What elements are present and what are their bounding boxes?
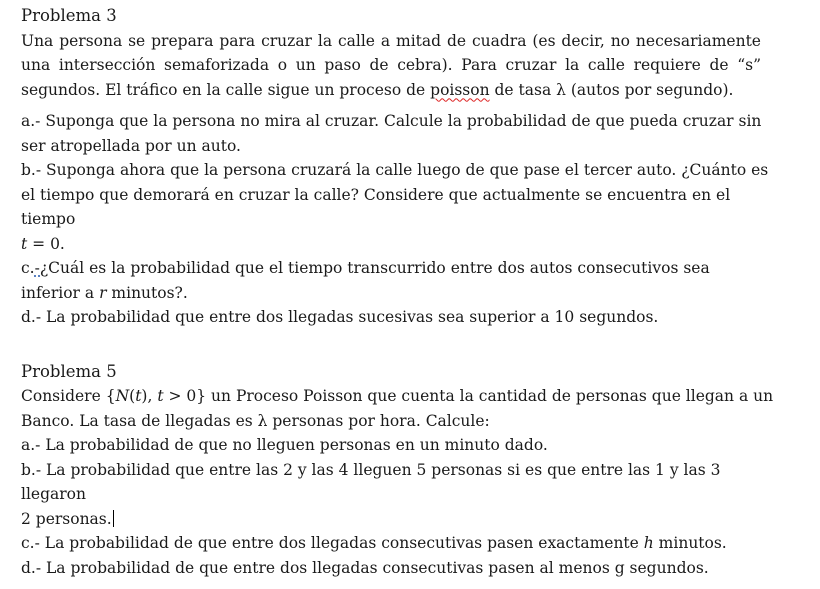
- problem-3-intro-line-1: Una persona se prepara para cruzar la calle a mitad de cuadra (es decir, no necesariamente: [21, 31, 761, 50]
- math-variable: t: [21, 234, 28, 253]
- problem-5-item-a-line-1: a.- La probabilidad de que no lleguen personas en un minuto dado.: [21, 436, 548, 454]
- item-label: c.: [21, 259, 35, 277]
- problem-5-item-d-line-1: d.- La probabilidad de que entre dos llegadas consecutivas pasen al menos g segundos.: [21, 558, 709, 577]
- problem-3-item-d-line-1: d.- La probabilidad que entre dos llegadas sucesivas sea superior a 10 segundos.: [21, 308, 659, 326]
- problem-5-intro-line-2: Banco. La tasa de llegadas es λ personas por hora. Calcule:: [21, 411, 490, 430]
- problem-3-item-b-line-3: tiempo: [21, 210, 76, 228]
- document-page: [21, 4, 811, 580]
- problem-3-item-a-line-2: ser atropellada por un auto.: [21, 136, 241, 155]
- item-text: c.- La probabilidad de que entre dos llegadas consecutivas pasen exactamente: [21, 534, 644, 552]
- intro-text: segundos. El tráfico en la calle sigue un proceso de: [21, 80, 431, 99]
- item-text: inferior a: [21, 283, 100, 302]
- problem-3-item-c-line-1: [21, 256, 811, 281]
- problem-3-item-b-line-1: b.- Suponga ahora que la persona cruzará la calle luego de que pase el tercer auto. ¿Cuánto es: [21, 161, 769, 179]
- grammar-flag[interactable]: -¿: [34, 259, 49, 277]
- problem-3-intro-line-2: una intersección semaforizada o un paso de cebra). Para cruzar la calle requiere de “s”: [21, 56, 761, 74]
- intro-text: > 0} un Proceso Poisson que cuenta la cantidad de personas que llegan a un: [163, 387, 774, 405]
- math-variable: N: [115, 387, 130, 405]
- spellcheck-word[interactable]: poisson: [430, 80, 490, 99]
- problem-5-title: Problema 5: [21, 361, 117, 381]
- problem-5-item-b-line-2: llegaron: [21, 485, 86, 503]
- problem-3-item-a-line-1: a.- Suponga que la persona no mira al cruzar. Calcule la probabilidad de que pueda cruzar sin: [21, 112, 762, 130]
- problem-3-title: Problema 3: [21, 6, 117, 25]
- item-text: 2 personas.: [21, 509, 112, 528]
- item-text: minutos?.: [106, 283, 188, 302]
- problem-5-item-b-line-1: b.- La probabilidad que entre las 2 y las 4 lleguen 5 personas si es que entre las 1 y las 3: [21, 460, 721, 479]
- math-text: = 0.: [27, 234, 65, 253]
- problem-3-item-c-line-2: [21, 281, 811, 306]
- problem-5-item-c-line-1: [21, 531, 811, 556]
- problem-3-item-b-line-4: [21, 232, 811, 257]
- intro-text: de tasa λ (autos por segundo).: [489, 80, 734, 99]
- intro-text: (: [129, 387, 136, 405]
- problem-5-intro-line-1: [21, 384, 811, 409]
- math-variable: t: [135, 387, 142, 405]
- item-text: Cuál es la probabilidad que el tiempo transcurrido entre dos autos consecutivos sea: [48, 259, 710, 277]
- problem-3-intro-line-3: [21, 78, 811, 103]
- intro-text: ),: [141, 387, 158, 405]
- math-variable: h: [643, 534, 654, 552]
- item-text: minutos.: [653, 534, 727, 552]
- text-cursor[interactable]: [113, 510, 114, 527]
- math-variable: t: [157, 387, 164, 405]
- problem-3-item-b-line-2: el tiempo que demorará en cruzar la calle? Considere que actualmente se encuentra en el: [21, 185, 731, 204]
- problem-5-item-b-line-3: [21, 507, 811, 532]
- intro-text: Considere {: [21, 387, 116, 405]
- math-variable: r: [99, 283, 107, 302]
